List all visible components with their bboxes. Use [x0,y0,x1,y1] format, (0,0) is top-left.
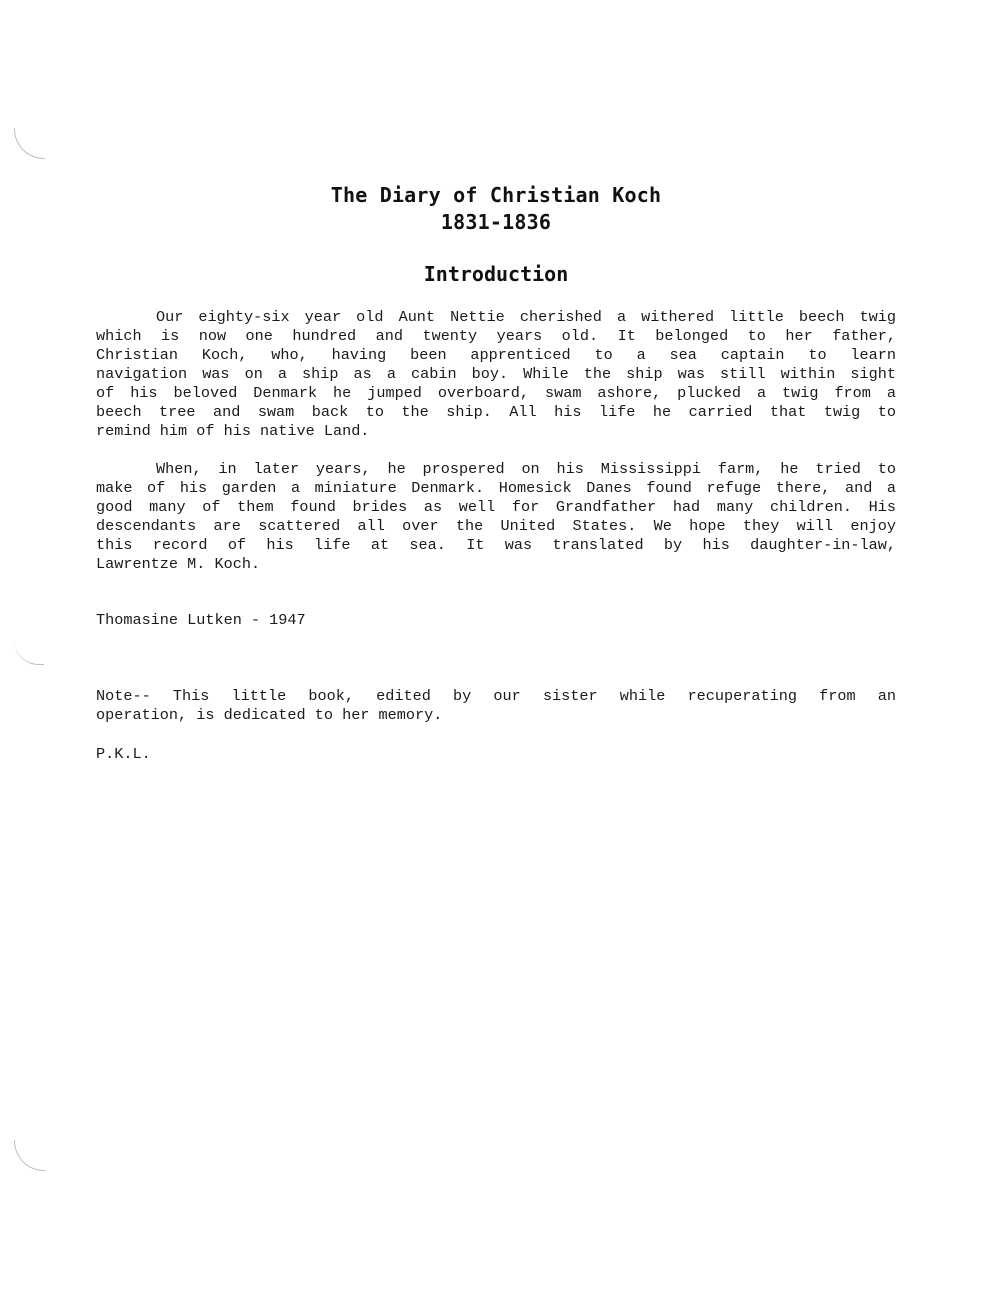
paragraph-2-line: this record of his life at sea. It was translated by his daughter-in-law, [96,536,896,554]
paragraph-1-line: navigation was on a ship as a cabin boy. While the ship was still within sight [96,365,896,383]
punch-hole-bottom [14,1140,45,1171]
note-paragraph [96,687,896,725]
title-line-2: 1831-1836 [440,210,552,234]
note-line: operation, is dedicated to her memory. [96,706,443,724]
paragraph-1-line: beech tree and swam back to the ship. All his life he carried that twig to [96,403,896,421]
note-line: Note-- This little book, edited by our sister while recuperating from an [96,687,896,705]
paragraph-2-line: good many of them found brides as well for Grandfather had many children. His [96,498,896,516]
paragraph-1-line: Our eighty-six year old Aunt Nettie cherished a withered little beech twig [156,308,896,326]
paragraph-1-line: remind him of his native Land. [96,422,370,440]
punch-hole-middle [14,640,44,665]
signature-line: Thomasine Lutken - 1947 [96,611,306,629]
initials: P.K.L. [96,745,151,763]
paragraph-1-line: which is now one hundred and twenty years old. It belonged to her father, [96,327,896,345]
paragraph-2-line: When, in later years, he prospered on his Mississippi farm, he tried to [156,460,896,478]
paragraph-2-line: descendants are scattered all over the United States. We hope they will enjoy [96,517,896,535]
paragraph-2-line: Lawrentze M. Koch. [96,555,261,573]
paragraph-1 [96,308,896,441]
section-heading: Introduction [423,262,569,286]
paragraph-2 [96,460,896,574]
paragraph-1-line: Christian Koch, who, having been apprenticed to a sea captain to learn [96,346,896,364]
paragraph-1-line: of his beloved Denmark he jumped overboard, swam ashore, plucked a twig from a [96,384,896,402]
document-title [0,182,992,236]
paragraph-2-line: make of his garden a miniature Denmark. Homesick Danes found refuge there, and a [96,479,896,497]
title-line-1: The Diary of Christian Koch [330,183,662,207]
punch-hole-top [14,128,45,159]
